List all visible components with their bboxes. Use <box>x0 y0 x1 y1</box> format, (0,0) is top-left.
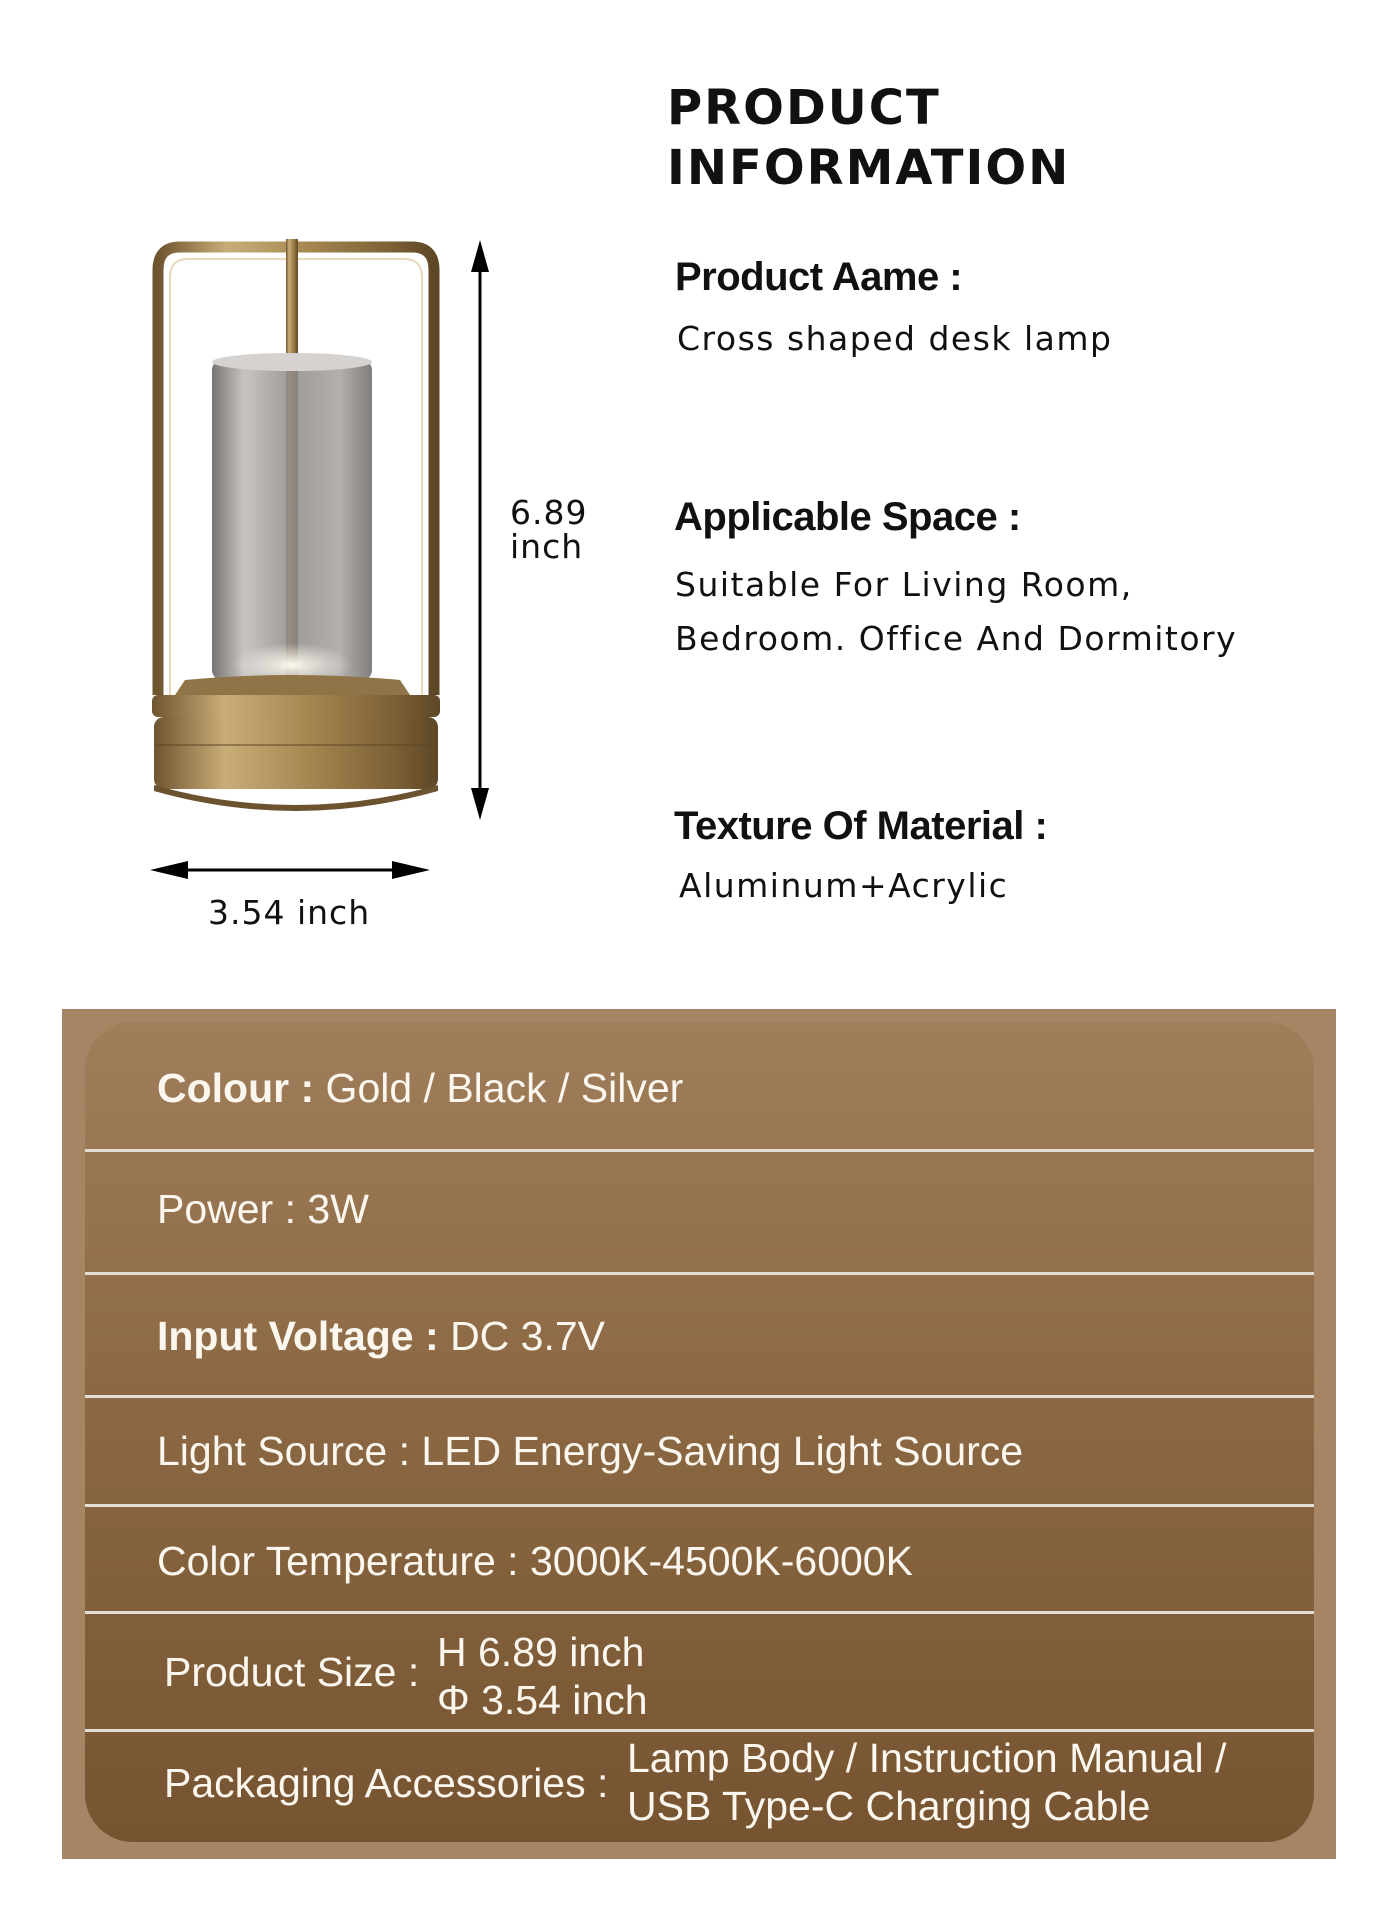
spec-value-line: Φ 3.54 inch <box>437 1677 648 1723</box>
lamp-image <box>140 225 450 825</box>
spec-row-packaging-value <box>627 1734 1226 1830</box>
spec-value: 3W <box>307 1186 369 1232</box>
spec-value: 3000K-4500K-6000K <box>529 1538 913 1584</box>
spec-row-packaging-label: Packaging Accessories : <box>164 1760 609 1806</box>
spec-label: Colour : <box>157 1065 315 1111</box>
height-unit: inch <box>510 527 584 566</box>
row-divider <box>85 1395 1314 1398</box>
height-value: 6.89 <box>510 493 588 532</box>
material-value: Aluminum+Acrylic <box>679 866 1009 905</box>
spec-label: Color Temperature : <box>157 1538 519 1584</box>
spec-label: Light Source : <box>157 1428 410 1474</box>
product-name-value: Cross shaped desk lamp <box>677 319 1113 358</box>
row-divider <box>85 1729 1314 1732</box>
row-divider <box>85 1149 1314 1152</box>
height-label <box>510 493 588 566</box>
spec-row-light-source <box>157 1428 1023 1475</box>
spec-label: Input Voltage : <box>157 1313 439 1359</box>
spec-row-color-temperature <box>157 1538 913 1585</box>
title-line-1: PRODUCT <box>667 80 941 136</box>
width-arrow <box>150 858 430 882</box>
spec-value: Gold / Black / Silver <box>325 1065 684 1111</box>
height-arrow <box>462 240 498 820</box>
spec-value: DC 3.7V <box>450 1313 606 1359</box>
applicable-space-value-line-2: Bedroom. Office And Dormitory <box>675 619 1238 658</box>
spec-row-product-size-value <box>437 1628 648 1724</box>
product-name-label: Product Aame : <box>675 255 963 299</box>
spec-row-power <box>157 1186 369 1233</box>
spec-row-colour <box>157 1065 683 1112</box>
material-label: Texture Of Material : <box>674 804 1048 848</box>
page-title <box>667 78 1070 198</box>
spec-table <box>85 1022 1314 1842</box>
title-line-2: INFORMATION <box>667 140 1071 196</box>
applicable-space-label: Applicable Space : <box>674 495 1021 539</box>
spec-value-line: H 6.89 inch <box>437 1629 645 1675</box>
spec-value-line: USB Type-C Charging Cable <box>627 1783 1151 1829</box>
spec-label: Power : <box>157 1186 296 1232</box>
width-label: 3.54 inch <box>208 893 371 932</box>
row-divider <box>85 1611 1314 1614</box>
applicable-space-value-line-1: Suitable For Living Room, <box>675 565 1133 604</box>
spec-value: LED Energy-Saving Light Source <box>421 1428 1024 1474</box>
row-divider <box>85 1272 1314 1275</box>
spec-value-line: Lamp Body / Instruction Manual / <box>627 1735 1227 1781</box>
spec-row-input-voltage <box>157 1313 605 1360</box>
row-divider <box>85 1504 1314 1507</box>
spec-row-product-size-label: Product Size : <box>164 1649 420 1695</box>
